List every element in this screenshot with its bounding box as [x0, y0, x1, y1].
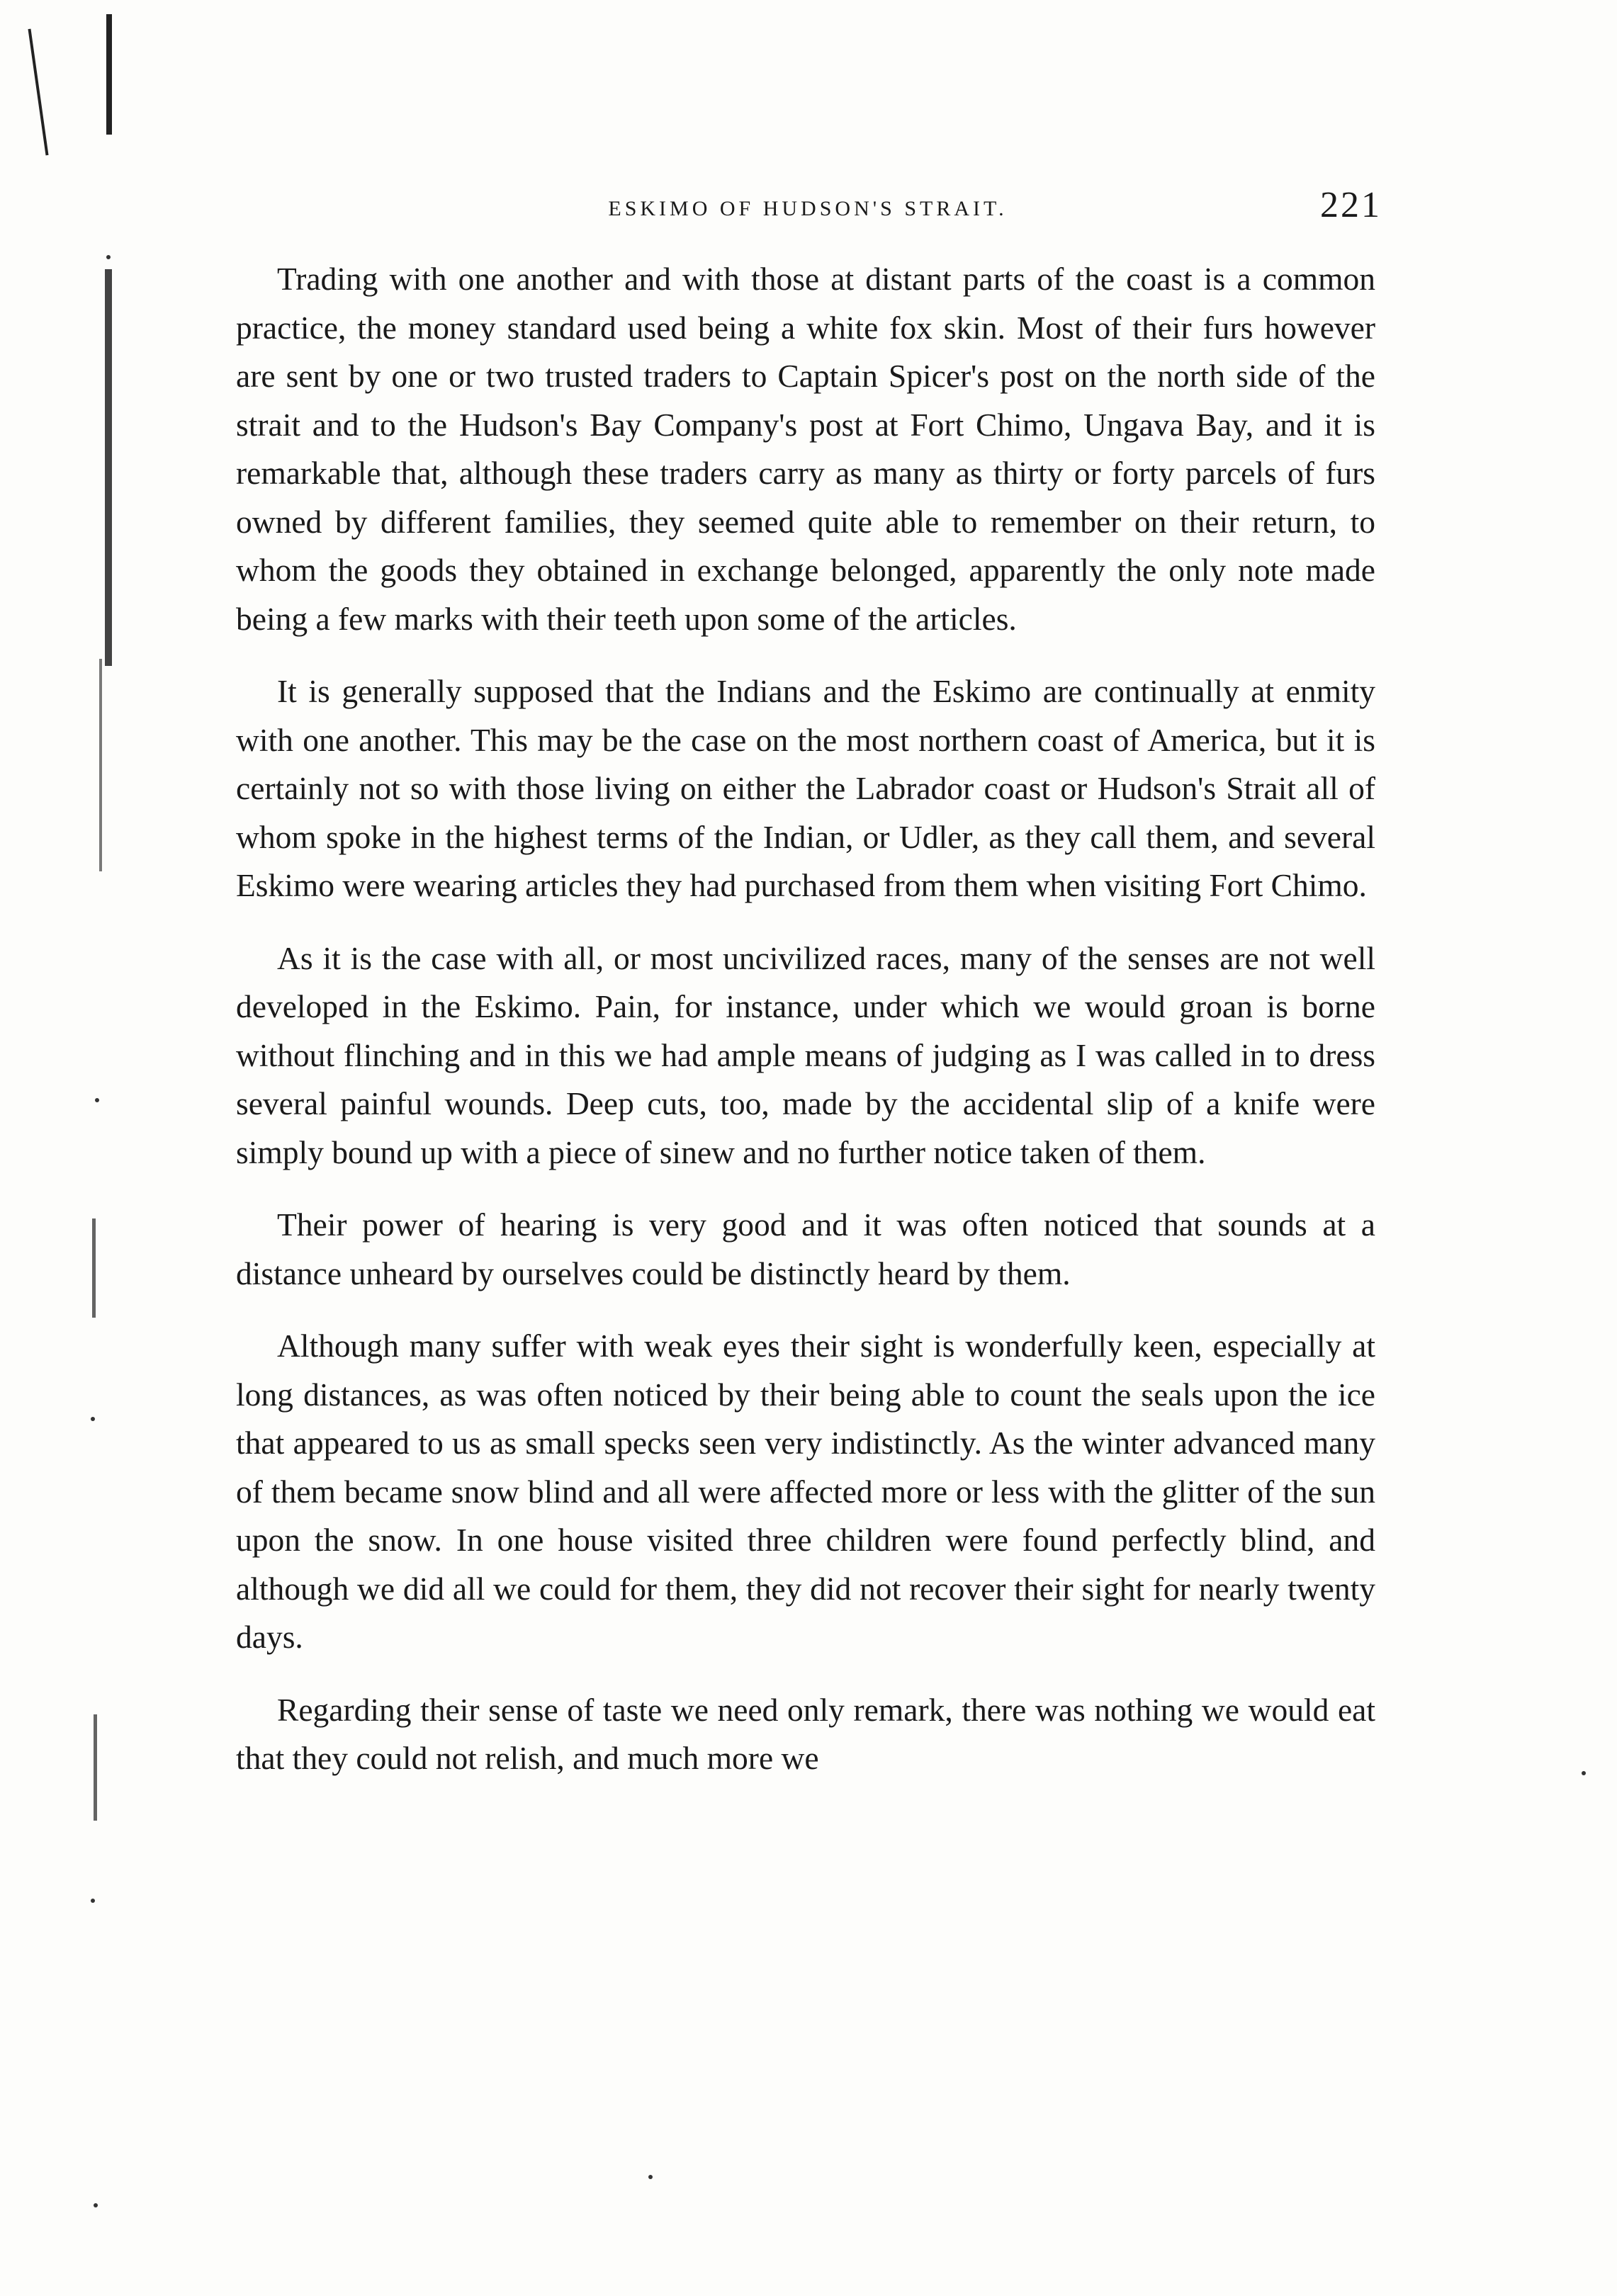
- body-text: [236, 255, 1375, 1807]
- binding-line: [106, 14, 112, 135]
- running-title: ESKIMO OF HUDSON'S STRAIT.: [608, 197, 1008, 220]
- paragraph: It is generally supposed that the Indians and the Eskimo are continually at enmity with one another. This may be the case on the most northern coast of America, but it is certainly not so with those living on either the Labrador coast or Hudson's Strait all of whom spoke in the highest terms of the Indian, or Udler, as they call them, and several Eskimo were wearing articles they had purchased from them when visiting Fort Chimo.: [236, 673, 1375, 903]
- paragraph: Regarding their sense of taste we need only remark, there was nothing we would eat that they could not relish, and much more we: [236, 1691, 1375, 1776]
- binding-line: [92, 1218, 96, 1318]
- running-head: [234, 184, 1382, 234]
- binding-line: [94, 1714, 97, 1821]
- scan-speck: [106, 255, 111, 259]
- scan-speck: [91, 1899, 95, 1903]
- paragraph: As it is the case with all, or most uncivilized races, many of the senses are not well developed in the Eskimo. Pain, for instance, under which we would groan is borne without flinching and in this we had ample means of judging as I was called in to dress several painful wounds. Deep cuts, too, made by the accidental slip of a knife were simply bound up with a piece of sinew and no further notice taken of them.: [236, 939, 1375, 1170]
- paragraph: Although many suffer with weak eyes their sight is wonderfully keen, especially at long distances, as was often noticed by their being able to count the seals upon the ice that appeared to us as small specks seen very indistinctly. As the winter advanced many of them became snow blind and all were affected more or less with the glitter of the sun upon the snow. In one house visited three children were found perfectly blind, and although we did all we could for them, they did not recover their sight for nearly twenty days.: [236, 1328, 1375, 1655]
- scan-speck: [95, 1098, 99, 1102]
- scan-speck: [94, 2203, 98, 2207]
- paragraph: Trading with one another and with those at distant parts of the coast is a common practice, the money standard used being a white fox skin. Most of their furs however are sent by one or two trusted traders to Captain Spicer's post on the north side of the strait and to the Hudson's Bay Company's post at Fort Chimo, Ungava Bay, and it is remarkable that, although these traders carry as many as thirty or forty parcels of furs owned by different families, they seemed quite able to remember on their return, to whom the goods they obtained in exchange belonged, apparently the only note made being a few marks with their teeth upon some of the articles.: [236, 261, 1375, 637]
- binding-line: [105, 269, 112, 666]
- paragraph: Their power of hearing is very good and it was often noticed that sounds at a distance unheard by ourselves could be distinctly heard by them.: [236, 1206, 1375, 1291]
- binding-line: [99, 659, 102, 871]
- scan-speck: [91, 1417, 95, 1421]
- page-number: 221: [1320, 185, 1382, 225]
- scan-speck: [1582, 1771, 1586, 1775]
- binding-line: [28, 29, 48, 156]
- margin-scan-marks: [0, 0, 128, 2296]
- scan-speck: [648, 2175, 653, 2179]
